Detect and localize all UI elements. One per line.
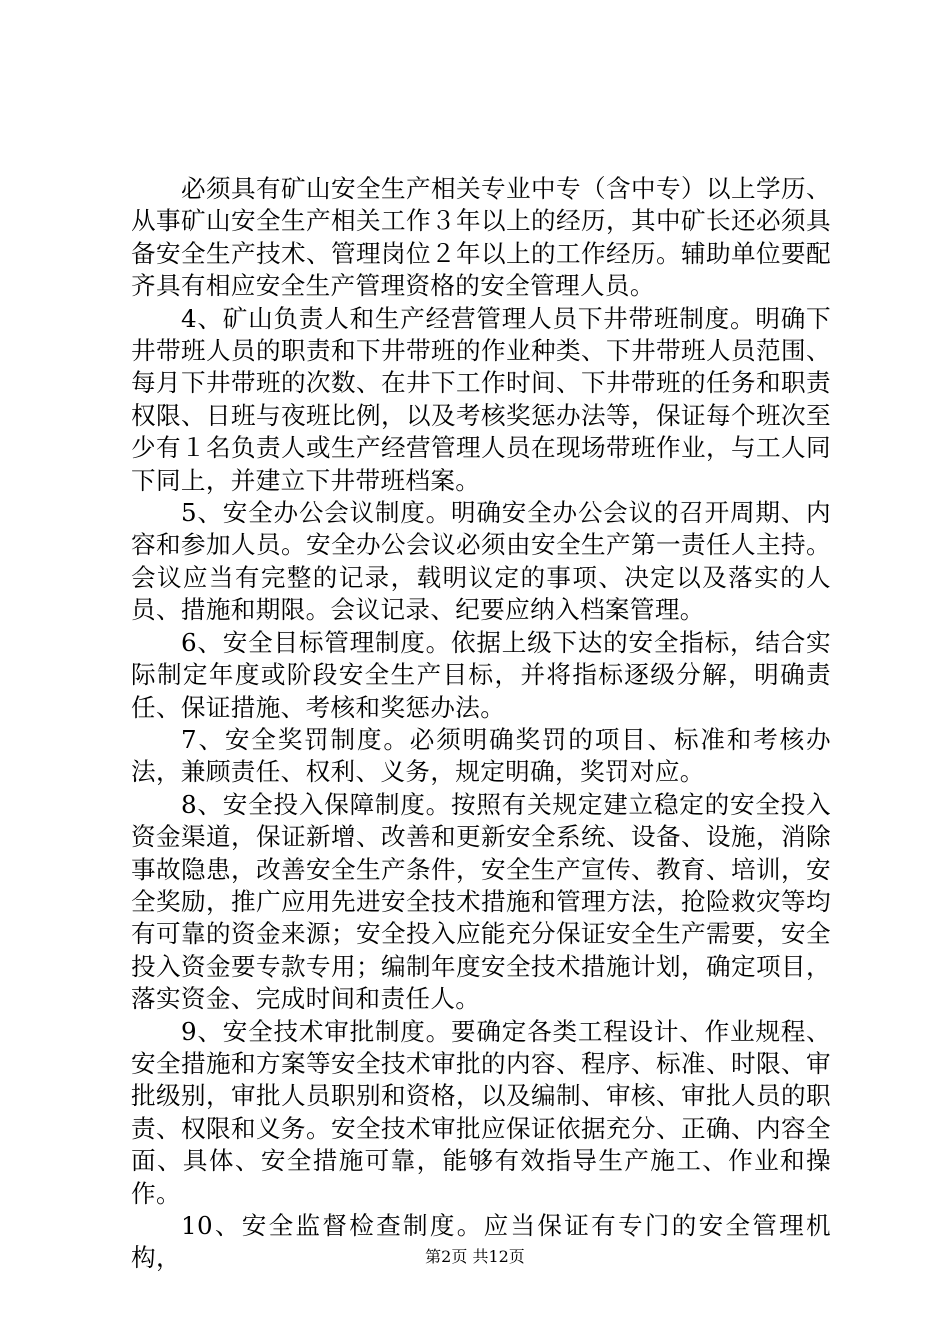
paragraph-item-5: 5、安全办公会议制度。明确安全办公会议的召开周期、内容和参加人员。安全办公会议必须由安全生产第一责任人主持。会议应当有完整的记录，载明议定的事项、决定以及落实的人员、措施和期限。会议记录、纪要应纳入档案管理。 [131, 498, 831, 625]
document-body [131, 173, 831, 1275]
paragraph-item-6: 6、安全目标管理制度。依据上级下达的安全指标，结合实际制定年度或阶段安全生产目标，并将指标逐级分解，明确责任、保证措施、考核和奖惩办法。 [131, 627, 831, 722]
paragraph-item-7: 7、安全奖罚制度。必须明确奖罚的项目、标准和考核办法，兼顾责任、权利、义务，规定明确，奖罚对应。 [131, 724, 831, 787]
paragraph-qualification: 必须具有矿山安全生产相关专业中专（含中专）以上学历、从事矿山安全生产相关工作３年以上的经历，其中矿长还必须具备安全生产技术、管理岗位２年以上的工作经历。辅助单位要配齐具有相应安全生产管理资格的安全管理人员。 [131, 174, 831, 301]
paragraph-item-9: 9、安全技术审批制度。要确定各类工程设计、作业规程、安全措施和方案等安全技术审批的内容、程序、标准、时限、审批级别，审批人员职别和资格，以及编制、审核、审批人员的职责、权限和义务。安全技术审批应保证依据充分、正确、内容全面、具体、安全措施可靠，能够有效指导生产施工、作业和操作。 [131, 1016, 831, 1208]
paragraph-item-4: 4、矿山负责人和生产经营管理人员下井带班制度。明确下井带班人员的职责和下井带班的作业种类、下井带班人员范围、每月下井带班的次数、在井下工作时间、下井带班的任务和职责权限、日班与夜班比例，以及考核奖惩办法等，保证每个班次至少有１名负责人或生产经营管理人员在现场带班作业，与工人同下同上，并建立下井带班档案。 [131, 303, 831, 495]
paragraph-item-8: 8、安全投入保障制度。按照有关规定建立稳定的安全投入资金渠道，保证新增、改善和更新安全系统、设备、设施，消除事故隐患，改善安全生产条件，安全生产宣传、教育、培训，安全奖励，推广应用先进安全技术措施和管理方法，抢险救灾等均有可靠的资金来源；安全投入应能充分保证安全生产需要，安全投入资金要专款专用；编制年度安全技术措施计划，确定项目，落实资金、完成时间和责任人。 [131, 789, 831, 1014]
paragraph-item-10: 10、安全监督检查制度。应当保证有专门的安全管理机构， [131, 1211, 831, 1273]
page-footer: 第2页 共12页 [425, 1247, 525, 1266]
